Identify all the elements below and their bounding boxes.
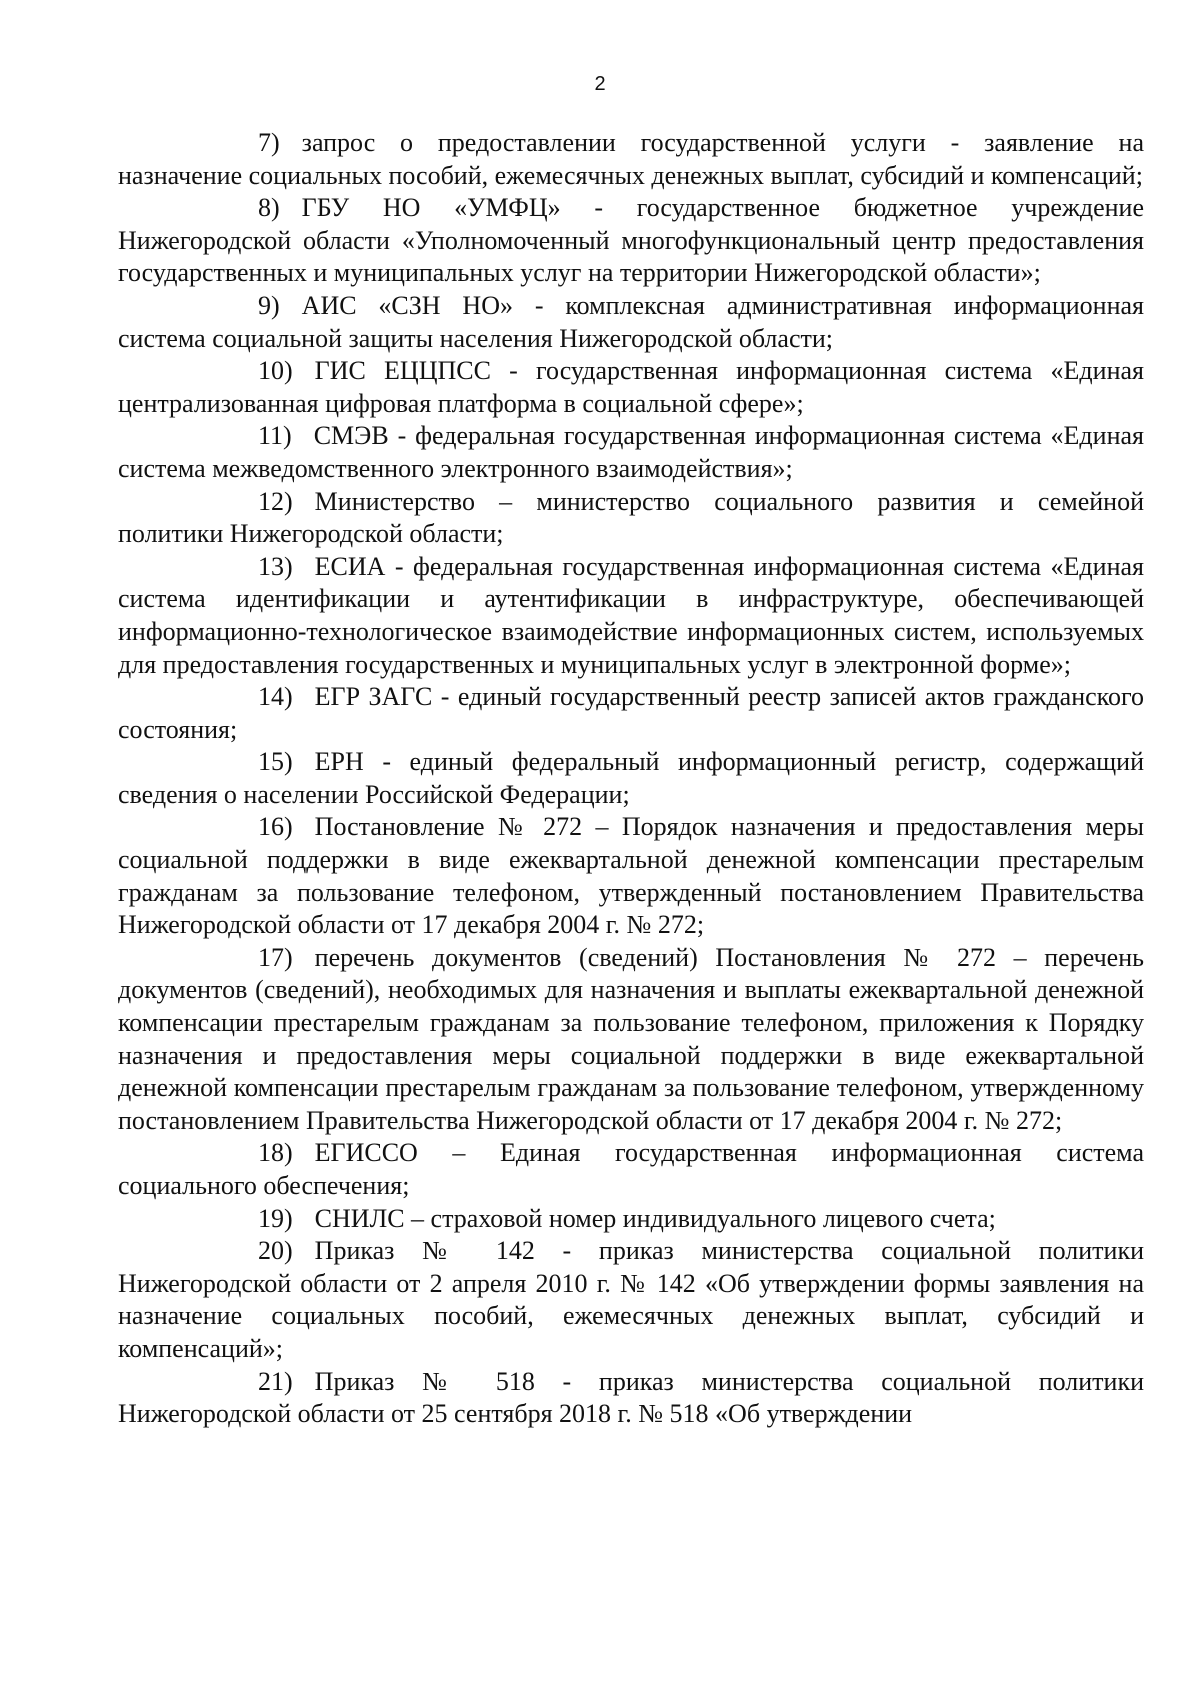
page-number: 2 [594, 73, 606, 95]
item-number: 15) [258, 747, 293, 777]
list-item [118, 420, 1144, 485]
item-text: ГБУ НО «УМФЦ» - государственное бюджетное учреждение Нижегородской области «Уполномоченный многофункциональный центр предоставления государственных и муниципальных услуг на территории Нижегородской области»; [118, 193, 1144, 288]
item-number: 14) [258, 682, 293, 712]
item-text: ЕСИА - федеральная государственная информационная система «Единая система идентификации и аутентификации в инфраструктуре, обеспечивающей информационно-технологическое взаимодействие информационных систем, используемых для предоставления государственных и муниципальных услуг в электронной форме»; [118, 551, 1144, 679]
item-number: 13) [258, 551, 293, 581]
item-number: 19) [258, 1203, 293, 1233]
list-item [118, 681, 1144, 746]
item-text: АИС «СЗН НО» - комплексная административная информационная система социальной защиты населения Нижегородской области; [118, 290, 1144, 353]
item-text: запрос о предоставлении государственной услуги - заявление на назначение социальных пособий, ежемесячных денежных выплат, субсидий и компенсаций; [118, 128, 1144, 190]
item-text: Постановление № 272 – Порядок назначения и предоставления меры социальной поддержки в виде ежеквартальной денежной компенсации престарелым гражданам за пользование телефоном, утвержденный постановлением Правительства Нижегородской области от 17 декабря 2004 г. № 272; [118, 812, 1144, 940]
item-number: 7) [258, 128, 280, 157]
item-text: ЕГИССО – Единая государственная информационная система социального обеспечения; [118, 1138, 1144, 1200]
list-item [118, 746, 1144, 811]
list-item [118, 355, 1144, 420]
list-item [118, 192, 1144, 290]
list-item [118, 942, 1144, 1138]
item-number: 16) [258, 812, 293, 842]
item-text: Приказ № 518 - приказ министерства социальной политики Нижегородской области от 25 сентября 2018 г. № 518 «Об утверждении [118, 1366, 1144, 1429]
item-number: 20) [258, 1236, 293, 1266]
item-text: ЕГР ЗАГС - единый государственный реестр записей актов гражданского состояния; [118, 682, 1144, 744]
list-item [118, 290, 1144, 355]
item-number: 18) [258, 1138, 293, 1168]
list-item [118, 1366, 1144, 1431]
item-number: 17) [258, 942, 293, 972]
item-text: Министерство – министерство социального развития и семейной политики Нижегородской области; [118, 486, 1144, 549]
item-number: 21) [258, 1366, 293, 1396]
item-text: ГИС ЕЦЦПСС - государственная информационная система «Единая централизованная цифровая платформа в социальной сфере»; [118, 356, 1144, 418]
list-item [118, 1137, 1144, 1202]
item-text: ЕРН - единый федеральный информационный регистр, содержащий сведения о населении Российской Федерации; [118, 747, 1144, 809]
item-number: 8) [258, 193, 280, 223]
item-text: СМЭВ - федеральная государственная информационная система «Единая система межведомственного электронного взаимодействия»; [118, 421, 1144, 483]
list-item [118, 127, 1144, 192]
item-text: перечень документов (сведений) Постановления № 272 – перечень документов (сведений), необходимых для назначения и выплаты ежеквартальной денежной компенсации престарелым гражданам за пользование телефоном, приложения к Порядку назначения и предоставления меры социальной поддержки в виде ежеквартальной денежной компенсации престарелым гражданам за пользование телефоном, утвержденному постановлением Правительства Нижегородской области от 17 декабря 2004 г. № 272; [118, 942, 1144, 1135]
item-number: 12) [258, 486, 293, 516]
item-text: Приказ № 142 - приказ министерства социальной политики Нижегородской области от 2 апреля 2010 г. № 142 «Об утверждении формы заявления на назначение социальных пособий, ежемесячных денежных выплат, субсидий и компенсаций»; [118, 1236, 1144, 1363]
item-text: СНИЛС – страховой номер индивидуального лицевого счета; [314, 1203, 996, 1233]
list-item [118, 551, 1144, 681]
list-item [118, 1235, 1144, 1365]
list-item [118, 811, 1144, 941]
list-item [118, 486, 1144, 551]
list-item [118, 1203, 1144, 1236]
item-number: 10) [258, 356, 293, 386]
item-number: 9) [258, 290, 280, 320]
definitions-list [118, 127, 1144, 1431]
item-number: 11) [258, 421, 292, 451]
